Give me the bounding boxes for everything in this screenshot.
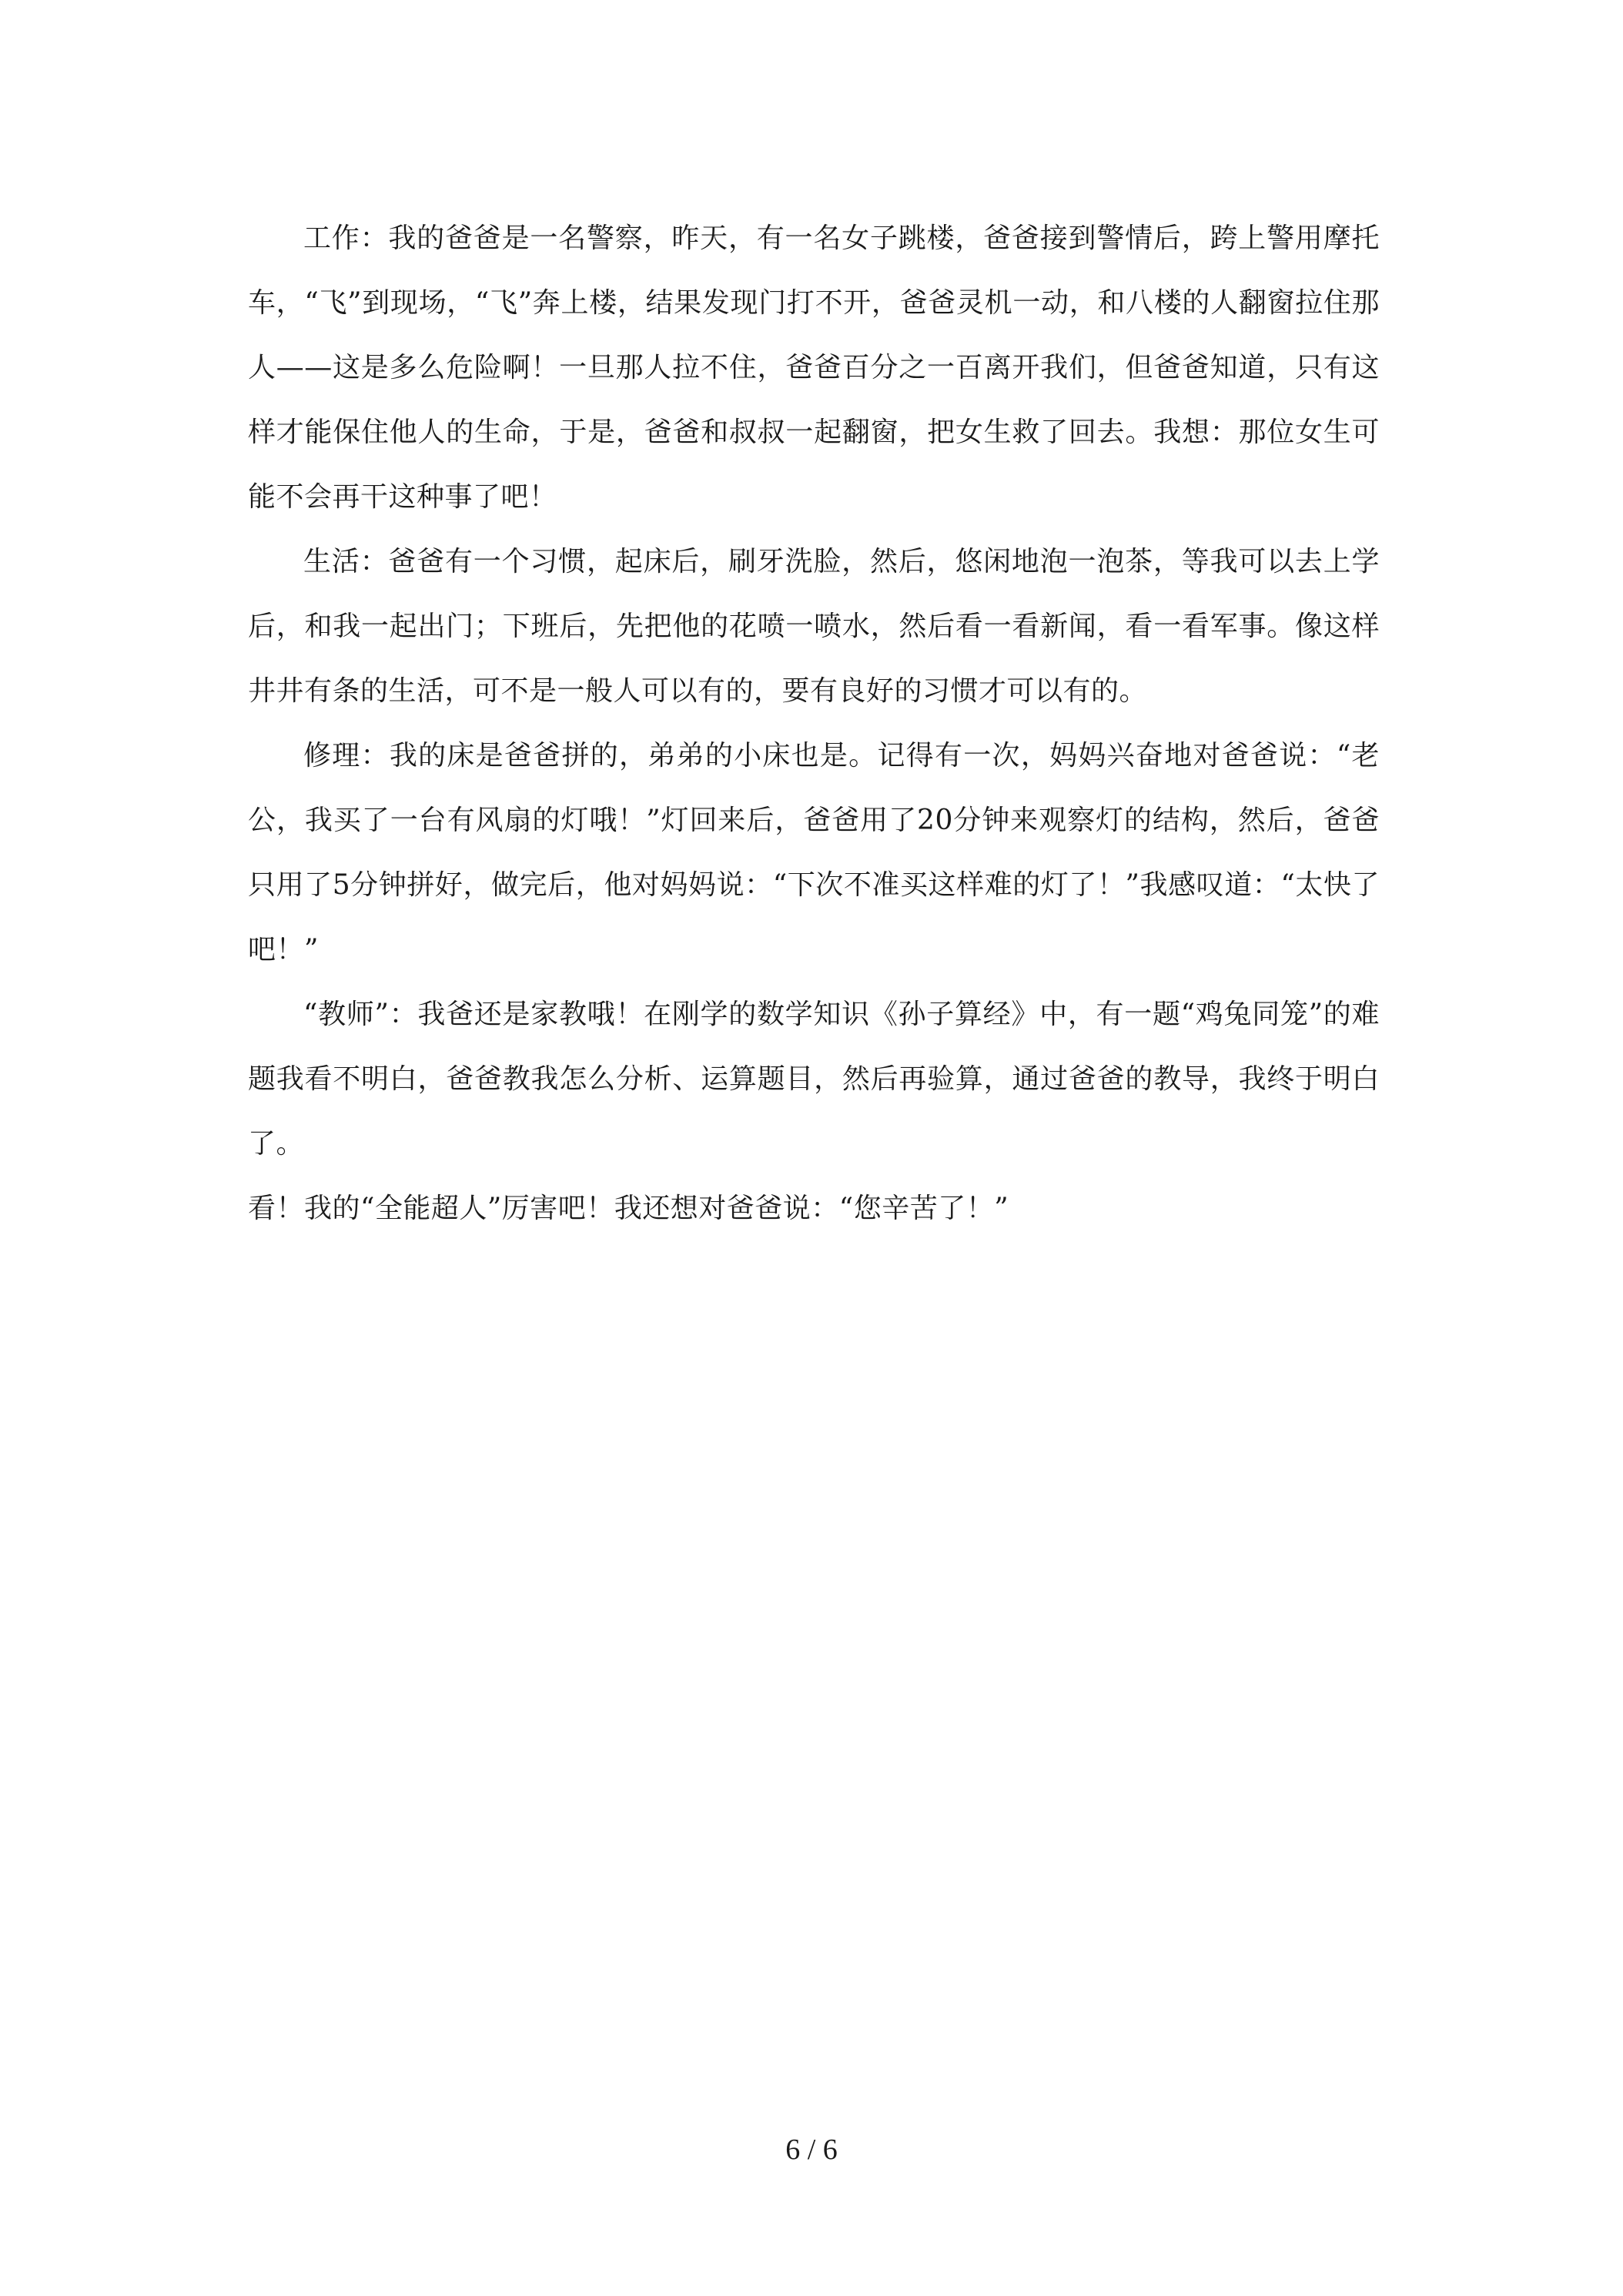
paragraph-repair: 修理：我的床是爸爸拼的，弟弟的小床也是。记得有一次，妈妈兴奋地对爸爸说：“老公，我买了一台有风扇的灯哦！”灯回来后，爸爸用了20分钟来观察灯的结构，然后，爸爸只用了5分钟拼好，做完后，他对妈妈说：“下次不准买这样难的灯了！”我感叹道：“太快了吧！” xyxy=(248,740,1380,966)
paragraph-life: 生活：爸爸有一个习惯，起床后，刷牙洗脸，然后，悠闲地泡一泡茶，等我可以去上学后，和我一起出门；下班后，先把他的花喷一喷水，然后看一看新闻，看一看军事。像这样井井有条的生活，可不是一般人可以有的，要有良好的习惯才可以有的。 xyxy=(248,546,1380,707)
paragraph-teacher: “教师”：我爸还是家教哦！在刚学的数学知识《孙子算经》中，有一题“鸡兔同笼”的难题我看不明白，爸爸教我怎么分析、运算题目，然后再验算，通过爸爸的教导，我终于明白了。 xyxy=(248,999,1380,1160)
paragraph-conclusion: 看！我的“全能超人”厉害吧！我还想对爸爸说：“您辛苦了！” xyxy=(248,1193,1009,1224)
body-text xyxy=(248,206,1380,1241)
page-number: 6 / 6 xyxy=(785,2134,838,2166)
paragraph-work: 工作：我的爸爸是一名警察，昨天，有一名女子跳楼，爸爸接到警情后，跨上警用摩托车，“飞”到现场，“飞”奔上楼，结果发现门打不开，爸爸灵机一动，和八楼的人翻窗拉住那人——这是多么危险啊！一旦那人拉不住，爸爸百分之一百离开我们，但爸爸知道，只有这样才能保住他人的生命，于是，爸爸和叔叔一起翻窗，把女生救了回去。我想：那位女生可能不会再干这种事了吧！ xyxy=(248,223,1380,513)
